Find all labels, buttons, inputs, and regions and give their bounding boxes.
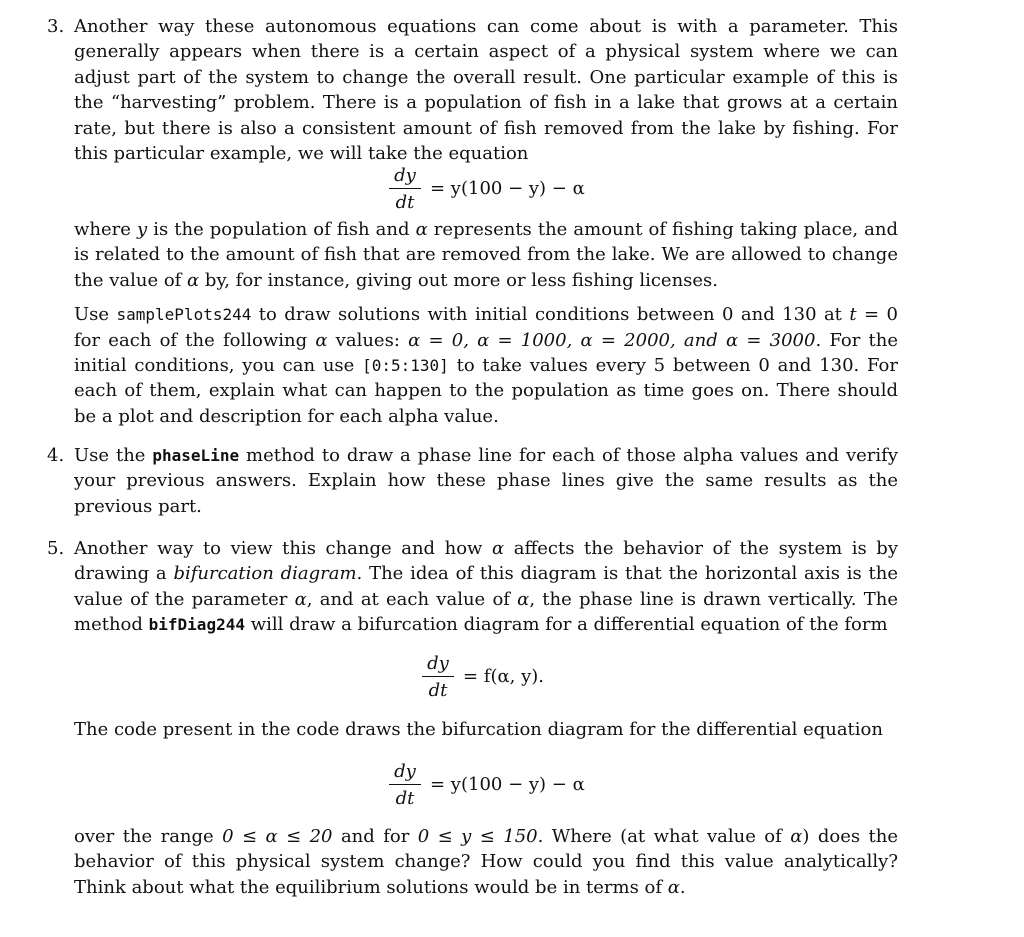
question-3-details xyxy=(74,217,898,429)
question-3-intro xyxy=(74,14,898,166)
alpha-range: 0 ≤ α ≤ 20 xyxy=(222,826,333,847)
question-number: 4. xyxy=(47,445,65,466)
fraction-numerator: dy xyxy=(427,653,449,674)
code-range: [0:5:130] xyxy=(362,356,449,376)
paragraph-bifurcation: Another way to view this change and how α affects the behavior of the system is by drawing a bifurcation diagram. The idea of this diagram is that the horizontal axis is the value of the parameter α, and at each value of α, the phase line is drawn vertically. The method bifDiag244 will draw a bifurcation diagram for a differential equation of the form xyxy=(74,538,898,636)
question-5-intro xyxy=(74,536,898,638)
paragraph-task: Use samplePlots244 to draw solutions with initial conditions between 0 and 130 at t = 0 for each of the following α values: α = 0, α = 1000, α = 2000, and α = 3000. For the initial conditions, you can use [0:5:130] to take values every 5 between 0 and 130. For each of them, explain what can happen to the population as time goes on. There should be a plot and description for each alpha value. xyxy=(74,304,898,427)
fraction-numerator: dy xyxy=(394,761,416,782)
question-5-code-note xyxy=(74,717,898,742)
code-sampleplots: samplePlots244 xyxy=(116,305,252,325)
equation-harvesting xyxy=(0,164,1024,220)
paragraph-code-note: The code present in the code draws the bifurcation diagram for the differential equation xyxy=(74,719,883,740)
derivative-fraction xyxy=(385,164,425,214)
alpha-values: α = 0, α = 1000, α = 2000, and α = 3000 xyxy=(408,329,816,351)
derivative-fraction xyxy=(385,760,425,810)
fraction-numerator: dy xyxy=(394,165,416,186)
code-bifdiag: bifDiag244 xyxy=(148,615,245,635)
code-phaseline: phaseLine xyxy=(152,446,240,465)
equation-rhs: = y(100 − y) − α xyxy=(430,178,585,199)
fraction-bar xyxy=(422,676,454,677)
question-number: 5. xyxy=(47,538,65,559)
fraction-denominator: dt xyxy=(428,680,448,701)
paragraph-analysis: over the range 0 ≤ α ≤ 20 and for 0 ≤ y ≤ 150. Where (at what value of α) does the behavior of this physical system change? How could you find this value analytically? Think about what the equilibrium solutions would be in terms of α. xyxy=(74,826,898,898)
equation-rhs: = y(100 − y) − α xyxy=(430,774,585,795)
question-5-questions xyxy=(74,824,898,900)
paragraph-phase-line: Use the phaseLine method to draw a phase line for each of those alpha values and verify your previous answers. Explain how these phase lines give the same results as the previous part. xyxy=(74,445,899,517)
question-4-body xyxy=(74,443,898,519)
fraction-denominator: dt xyxy=(395,192,415,213)
fraction-denominator: dt xyxy=(395,788,415,809)
question-number: 3. xyxy=(47,16,65,37)
equation-rhs: = f(α, y). xyxy=(463,666,544,687)
derivative-fraction xyxy=(418,652,458,702)
paragraph-variables: where y is the population of fish and α represents the amount of fishing taking place, and is related to the amount of fish that are removed from the lake. We are allowed to change the value of α by, for instance, giving out more or less fishing licenses. xyxy=(74,219,898,291)
equation-general-form xyxy=(0,652,1024,708)
equation-harvesting-repeat xyxy=(0,760,1024,816)
y-range: 0 ≤ y ≤ 150 xyxy=(417,826,538,847)
paragraph-intro: Another way these autonomous equations can come about is with a parameter. This generally appears when there is a certain aspect of a physical system where we can adjust part of the system to change the overall result. One particular example of this is the “harvesting” problem. There is a population of fish in a lake that grows at a certain rate, but there is also a consistent amount of fish removed from the lake by fishing. For this particular example, we will take the equation xyxy=(74,16,898,165)
fraction-bar xyxy=(389,188,421,189)
fraction-bar xyxy=(389,784,421,785)
term-bifurcation-diagram: bifurcation diagram. xyxy=(173,563,363,585)
